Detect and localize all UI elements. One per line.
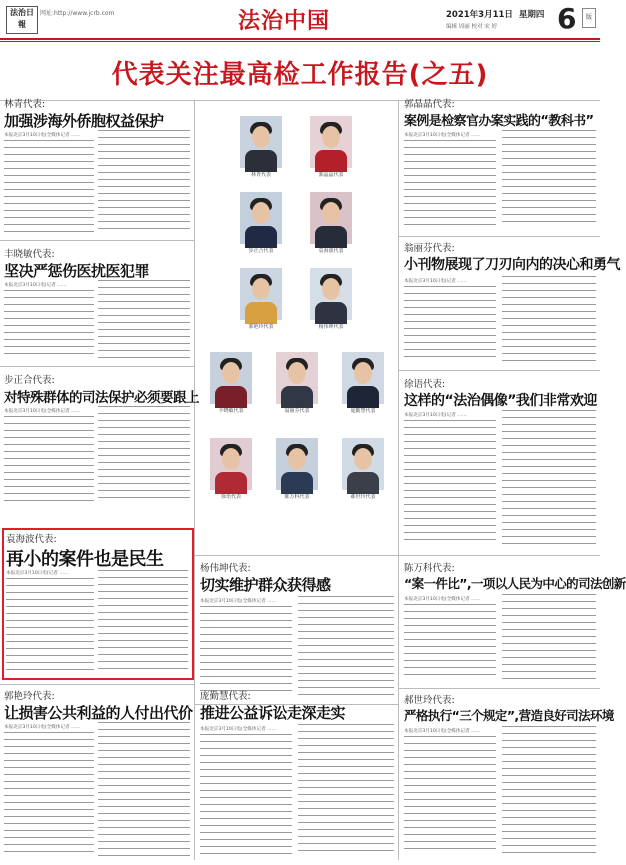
portrait-caption: 丰晓敏代表 bbox=[218, 408, 244, 414]
portrait-caption: 郭艳玲代表 bbox=[248, 324, 274, 330]
masthead bbox=[0, 0, 600, 40]
paper-name: 法治中国 bbox=[238, 9, 331, 34]
portrait-caption: 庞勤慧代表 bbox=[350, 408, 376, 414]
article-guo-yanling-lead: 本报北京3月10日电(全媒体记者 …… bbox=[4, 725, 81, 730]
article-weng-lifen-body bbox=[404, 286, 496, 366]
issue-date: 2021年3月11日 星期四 bbox=[446, 10, 545, 20]
article-bu-zhenghe-lead: 本报北京3月10日电(全媒体记者 …… bbox=[4, 409, 81, 414]
article-xu-yu-lead: 本报北京3月10日电(记者 …… bbox=[404, 413, 467, 418]
portrait-caption: 翁丽芬代表 bbox=[284, 408, 310, 414]
article-chen-wanke-body bbox=[404, 604, 496, 684]
article-guo-jingjing-lead: 本报北京3月10日电(全媒体记者 …… bbox=[404, 133, 481, 138]
portrait-photo bbox=[276, 438, 318, 490]
article-yang-weikun-lead: 本报北京3月10日电(全媒体记者 …… bbox=[200, 599, 277, 604]
byline-weng-lifen: 翁丽芬代表: bbox=[404, 243, 455, 254]
article-xu-yu-body bbox=[404, 420, 496, 548]
article-lin-qing-lead: 本报北京3月10日电(全媒体记者 …… bbox=[4, 133, 81, 138]
byline-yuan-haibo: 袁海波代表: bbox=[6, 534, 57, 545]
article-feng-xiaomin-lead: 本报北京3月10日电(记者 …… bbox=[4, 283, 67, 288]
article-guo-jingjing-body bbox=[404, 140, 496, 230]
headline-weng-lifen: 小刊物展现了刀刃向内的决心和勇气 bbox=[404, 257, 620, 273]
byline-bu-zhenghe: 步正合代表: bbox=[4, 375, 55, 386]
byline-pang-qinhui: 庞勤慧代表: bbox=[200, 691, 251, 702]
site-url: 网址:http://www.jcrb.com bbox=[40, 10, 115, 17]
headline-guo-jingjing: 案例是检察官办案实践的“教科书” bbox=[404, 114, 594, 129]
headline-guo-yanling: 让损害公共利益的人付出代价 bbox=[4, 704, 193, 722]
article-pang-qinhui-body bbox=[200, 734, 292, 860]
byline-yang-weikun: 杨伟坤代表: bbox=[200, 563, 251, 574]
article-hao-shiling-lead: 本报北京3月10日电(全媒体记者 …… bbox=[404, 729, 481, 734]
portrait-photo bbox=[240, 116, 282, 168]
portrait-photo bbox=[240, 268, 282, 320]
article-lin-qing-body bbox=[4, 140, 94, 236]
headline-xu-yu: 这样的“法治偶像”我们非常欢迎 bbox=[404, 393, 597, 409]
article-yuan-haibo-lead: 本报北京3月10日电(记者 …… bbox=[6, 571, 69, 576]
byline-lin-qing: 林青代表: bbox=[4, 99, 46, 110]
portrait-photo bbox=[310, 116, 352, 168]
photo-grid bbox=[196, 102, 396, 548]
portrait-caption: 步正合代表 bbox=[248, 248, 274, 254]
headline-yang-weikun: 切实维护群众获得感 bbox=[200, 576, 331, 594]
article-yuan-haibo-body bbox=[6, 578, 94, 674]
portrait-caption: 徐语代表 bbox=[220, 494, 241, 500]
newspaper-logo: 法治日報 bbox=[6, 6, 38, 34]
headline-chen-wanke: “案一件比”,一项以人民为中心的司法创新 bbox=[404, 576, 626, 591]
headline-feng-xiaomin: 坚决严惩伤医扰医犯罪 bbox=[4, 262, 150, 280]
portrait-caption: 林青代表 bbox=[250, 172, 271, 178]
headline-lin-qing: 加强涉海外侨胞权益保护 bbox=[4, 112, 164, 130]
portrait-photo bbox=[342, 438, 384, 490]
page-tag: 版 bbox=[582, 8, 596, 28]
portrait-photo bbox=[276, 352, 318, 404]
article-weng-lifen-lead: 本报北京3月10日电(记者 …… bbox=[404, 279, 467, 284]
article-pang-qinhui-lead: 本报北京3月10日电(全媒体记者 …… bbox=[200, 727, 277, 732]
article-guo-yanling-body bbox=[4, 732, 94, 860]
portrait-caption: 陈万科代表 bbox=[284, 494, 310, 500]
portrait-caption: 袁海波代表 bbox=[318, 248, 344, 254]
portrait-photo bbox=[310, 268, 352, 320]
page-number: 6 bbox=[557, 2, 577, 35]
portrait-photo bbox=[240, 192, 282, 244]
portrait-caption: 杨伟坤代表 bbox=[318, 324, 344, 330]
byline-guo-yanling: 郭艳玲代表: bbox=[4, 691, 55, 702]
portrait-photo bbox=[342, 352, 384, 404]
article-bu-zhenghe-body bbox=[4, 416, 94, 510]
article-yang-weikun-body bbox=[200, 606, 292, 700]
byline-chen-wanke: 陈万科代表: bbox=[404, 563, 455, 574]
portrait-caption: 郝世玲代表 bbox=[350, 494, 376, 500]
portrait-photo bbox=[310, 192, 352, 244]
editor-credits: 编辑 周丽 校对 宋 婷 bbox=[446, 24, 497, 30]
byline-xu-yu: 徐语代表: bbox=[404, 379, 446, 390]
headline-bu-zhenghe: 对特殊群体的司法保护必须要跟上 bbox=[4, 390, 199, 406]
article-hao-shiling-body bbox=[404, 736, 496, 860]
portrait-photo bbox=[210, 352, 252, 404]
portrait-caption: 郭晶晶代表 bbox=[318, 172, 344, 178]
portrait-photo bbox=[210, 438, 252, 490]
masthead-rule bbox=[0, 38, 600, 40]
headline-hao-shiling: 严格执行“三个规定”,营造良好司法环境 bbox=[404, 708, 614, 723]
byline-hao-shiling: 郝世玲代表: bbox=[404, 695, 455, 706]
article-feng-xiaomin-body bbox=[4, 290, 94, 362]
page-main-title: 代表关注最高检工作报告(之五) bbox=[111, 60, 489, 90]
headline-pang-qinhui: 推进公益诉讼走深走实 bbox=[200, 704, 346, 722]
headline-yuan-haibo: 再小的案件也是民生 bbox=[6, 549, 164, 570]
byline-feng-xiaomin: 丰晓敏代表: bbox=[4, 249, 55, 260]
article-chen-wanke-lead: 本报北京3月10日电(全媒体记者 …… bbox=[404, 597, 481, 602]
byline-guo-jingjing: 郭晶晶代表: bbox=[404, 99, 455, 110]
